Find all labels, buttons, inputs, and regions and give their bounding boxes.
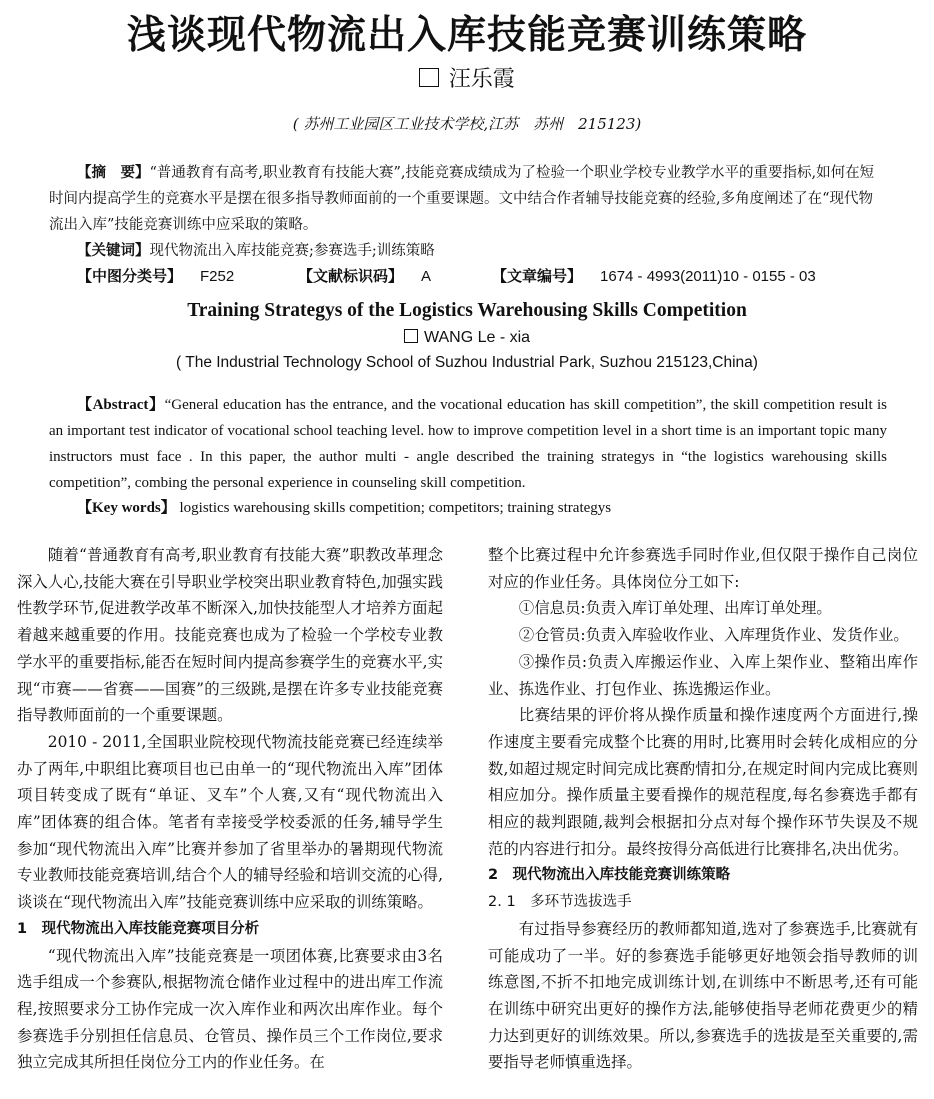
body-paragraph: 随着“普通教育有高考,职业教育有技能大赛”职教改革理念深入人心,技能大赛在引导职业学校突出职业教育特色,加强实践性教学环节,促进教学改革不断深入,加快技能型人才培养方面起着越来越重要的作用。技能竞赛也成为了检验一个学校专业教学水平的重要指标,能否在短时间内提高参赛学生的竞赛水平,实现“市赛——省赛——国赛”的三级跳,是摆在许多专业技能竞赛指导教师面前的一个重要课题。 xyxy=(17,546,443,725)
paper-title: 浅谈现代物流出入库技能竞赛训练策略 xyxy=(126,13,807,58)
body-paragraph: 有过指导参赛经历的教师都知道,选对了参赛选手,比赛就有可能成功了一半。好的参赛选手能够更好地领会指导教师的训练意图,不折不扣地完成训练计划,在训练中不断思考,还有可能在训练中研究出更好的操作方法,能够使指导老师花费更少的精力达到更好的训练效果。所以,参赛选手的选拔是至关重要的,需要指导老师慎重选择。 xyxy=(488,919,918,1072)
keywords-en-label: 【Key words】 xyxy=(77,500,176,516)
abstract-en-block xyxy=(49,392,887,496)
list-item: ①信息员:负责入库订单处理、出库订单处理。 xyxy=(518,599,832,618)
doc-code-value: A xyxy=(421,268,432,285)
clc-value: F252 xyxy=(200,268,235,285)
abstract-cn-label: 【摘 要】 xyxy=(77,165,150,181)
article-no-value: 1674 - 4993(2011)10 - 0155 - 03 xyxy=(600,268,816,285)
article-no-label: 【文章编号】 xyxy=(492,267,583,285)
list-item: ③操作员:负责入库搬运作业、入库上架作业、整箱出库作业、拣选作业、打包作业、拣选搬运作业。 xyxy=(488,652,918,698)
keywords-cn-label: 【关键词】 xyxy=(77,243,150,259)
author-name-cn: 汪乐霞 xyxy=(448,67,515,92)
body-paragraph: 整个比赛过程中允许参赛选手同时作业,但仅限于操作自己岗位对应的作业任务。具体岗位分工如下: xyxy=(488,546,918,591)
article-number xyxy=(492,265,816,286)
abstract-en-label: 【Abstract】 xyxy=(77,397,165,413)
author-line-en xyxy=(0,329,934,347)
clc-number xyxy=(77,265,234,286)
body-paragraph: 比赛结果的评价将从操作质量和操作速度两个方面进行,操作速度主要看完成整个比赛的用时,比赛用时会转化成相应的分数,如超过规定时间完成比赛酌情扣分,在规定时间内完成比赛则相应加分。操作质量主要看操作的规范程度,每名参赛选手都有相应的裁判跟随,裁判会根据扣分点对每个操作环节失误及不规范的内容进行扣分。最终按得分高低进行比赛排名,决出优劣。 xyxy=(488,706,918,858)
body-paragraph: “现代物流出入库”技能竞赛是一项团体赛,比赛要求由3名选手组成一个参赛队,根据物流仓储作业过程中的进出库工作流程,按照要求分工协作完成一次入库作业和两次出库作业。每个参赛选手分别担任信息员、仓管员、操作员三个工作岗位,要求独立完成其所担任岗位分工内的作业任务。在 xyxy=(17,946,443,1072)
square-bullet-icon xyxy=(404,329,418,343)
keywords-cn xyxy=(49,238,887,264)
author-name-en: WANG Le - xia xyxy=(423,329,531,347)
abstract-en-text: “General education has the entrance, and the vocational education has skill competition”, the skill competition result is an important test indicator of vocational school teaching level. how to improve competition level in a short time is an important topic many instructors must face . In this paper, the author multi - angle described the training strategys in “the logistics warehousing skills competition”, combing the personal experience in counseling skill competition. xyxy=(49,397,888,491)
doc-code-label: 【文献标识码】 xyxy=(298,267,404,285)
square-bullet-icon xyxy=(419,68,439,88)
section-heading: 2 现代物流出入库技能竞赛训练策略 xyxy=(488,867,731,884)
body-column-right xyxy=(488,542,918,1076)
affiliation-en: ( The Industrial Technology School of Suzhou Industrial Park, Suzhou 215123,China) xyxy=(176,354,758,371)
author-line-cn xyxy=(0,62,934,93)
document-code xyxy=(298,265,431,286)
keywords-en xyxy=(49,496,887,517)
abstract-en xyxy=(49,392,887,496)
body-paragraph: 2010 - 2011,全国职业院校现代物流技能竞赛已经连续举办了两年,中职组比赛项目也已由单一的“现代物流出入库”团体项目转变成了既有“单证、叉车”个人赛,又有“现代物流出入库”团体赛的组合体。笔者有幸接受学校委派的任务,辅导学生参加“现代物流出入库”比赛并参加了省里举办的暑期现代物流专业教师技能竞赛培训,结合个人的辅导经验和培训交流的心得,谈谈在“现代物流出入库”技能竞赛训练中应采取的训练策略。 xyxy=(17,732,443,912)
english-title: Training Strategys of the Logistics Warehousing Skills Competition xyxy=(187,300,747,321)
keywords-en-text: logistics warehousing skills competition; competitors; training strategys xyxy=(179,500,612,516)
abstract-cn-block xyxy=(49,160,887,264)
abstract-cn xyxy=(49,160,887,238)
affiliation-cn: ( 苏州工业园区工业技术学校,江苏 苏州 215123) xyxy=(292,115,642,133)
keywords-cn-text: 现代物流出入库技能竞赛;参赛选手;训练策略 xyxy=(149,243,435,259)
subsection-heading: 2. 1 多环节选拔选手 xyxy=(488,894,632,911)
abstract-cn-text: “普通教育有高考,职业教育有技能大赛”,技能竞赛成绩成为了检验一个职业学校专业教学水平的重要指标,如何在短时间内提高学生的竞赛水平是摆在很多指导教师面前的一个重要课题。文中结合作者辅导技能竞赛的经验,多角度阐述了在“现代物流出入库”技能竞赛训练中应采取的策略。 xyxy=(49,165,875,233)
body-column-left xyxy=(17,542,443,1076)
list-item: ②仓管员:负责入库验收作业、入库理货作业、发货作业。 xyxy=(518,626,909,645)
section-heading: 1 现代物流出入库技能竞赛项目分析 xyxy=(17,920,260,937)
clc-label: 【中图分类号】 xyxy=(77,267,183,285)
